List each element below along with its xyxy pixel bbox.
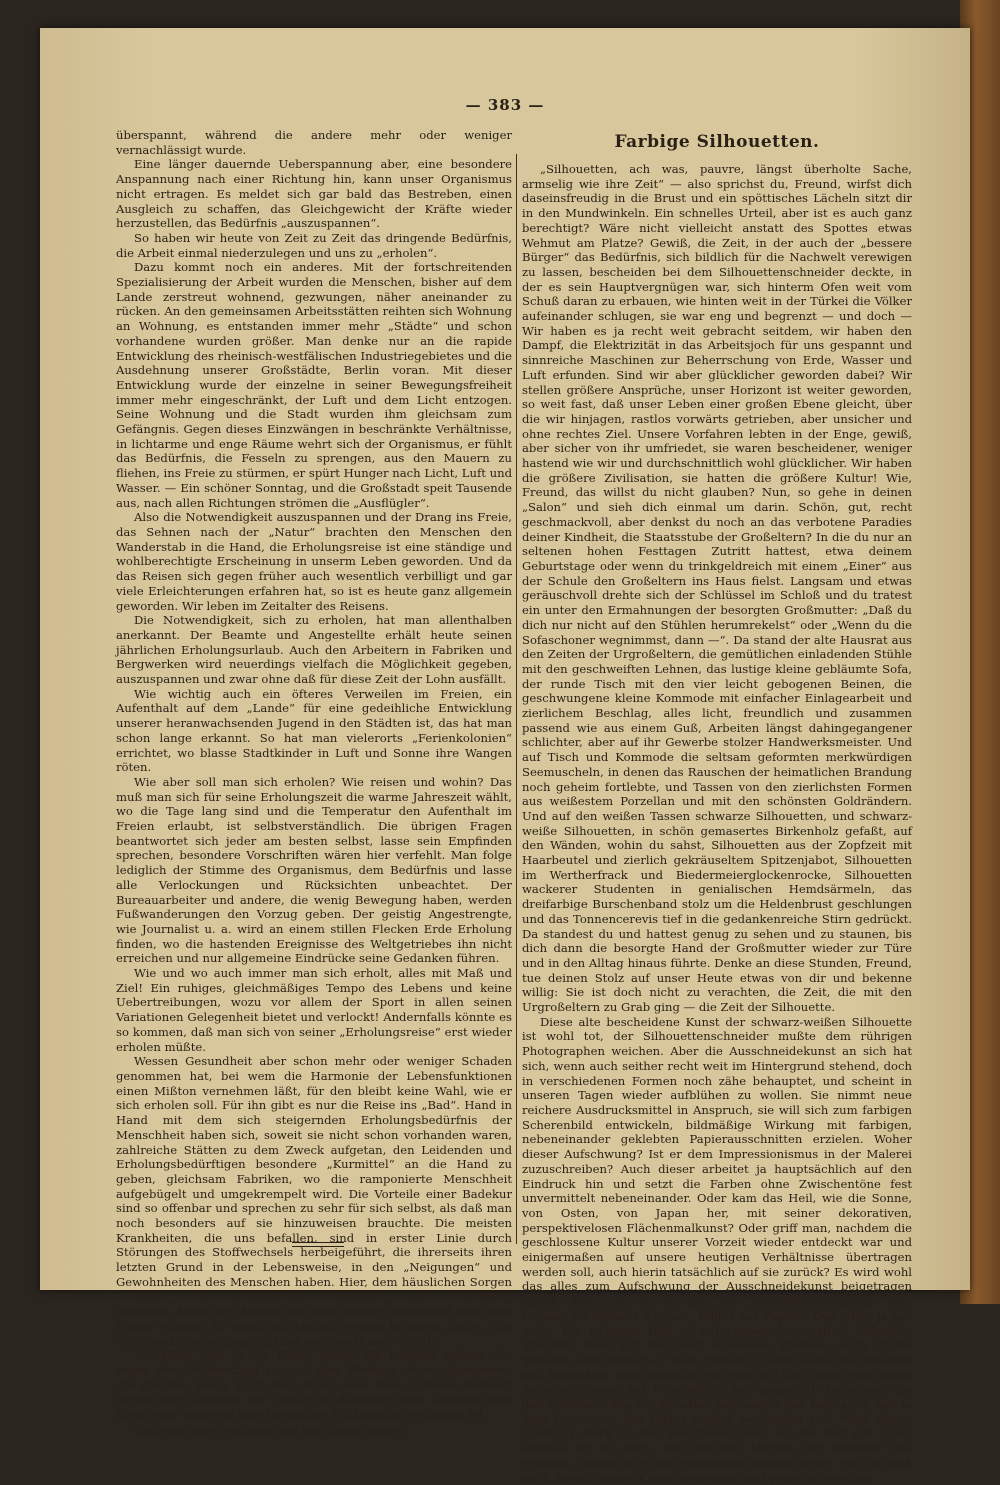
left-paragraph: überspannt, während die andere mehr oder weniger vernachlässigt wurde. [116,128,512,157]
left-column [116,128,512,1438]
page-number: — 383 — [465,96,545,114]
column-divider [516,154,517,1244]
left-paragraph: So haben wir heute von Zeit zu Zeit das dringende Bedürfnis, die Arbeit einmal niederzulegen und uns zu „erholen“. [116,230,512,260]
left-paragraph: Wie wichtig auch ein öfteres Verweilen im Freien, ein Aufenthalt auf dem „Lande“ für eine gedeihliche Entwicklung unserer heranwachsenden Jugend in den Städten ist, das hat man schon lange erkannt. So hat man vielerorts „Ferienkolonien“ errichtet, wo blasse Stadtkinder in Luft und Sonne ihre Wangen röten. [116,686,512,775]
book-page [40,28,970,1485]
right-column [522,126,912,1485]
left-paragraph: Eine länger dauernde Ueberspannung aber, eine besondere Anspannung nach einer Richtung hin, kann unser Organismus nicht ertragen. Es meldet sich gar bald das Bestreben, einen Ausgleich zu schaffen, das Gleichgewicht der Kräfte wieder herzustellen, das Bedürfnis „auszuspannen“. [116,157,512,231]
left-paragraph: Wie und wo auch immer man sich erholt, alles mit Maß und Ziel! Ein ruhiges, gleichmäßiges Tempo des Lebens und keine Uebertreibungen, wozu vor allem der Sport in allen seinen Variationen Gelegenheit bietet und verlockt! Andernfalls könnte es so kommen, daß man sich von seiner „Erholungsreise“ erst wieder erholen müßte. [116,966,512,1054]
right-paragraph: Diese alte bescheidene Kunst der schwarz-weißen Silhouette ist wohl tot, der Silhouettenschneider mußte dem rührigen Photographen weichen. Aber die Ausschneidekunst an sich hat sich, wenn auch seither recht weit im Hintergrund stehend, doch in verschiedenen Formen noch zähe behauptet, und scheint in unseren Tagen wieder aufblühen zu wollen. Sie nimmt neue reichere Ausdrucksmittel in Anspruch, sie will sich zum farbigen Scherenbild entwickeln, bildmäßige Wirkung mit farbigen, nebeneinander geklebten Papierausschnitten erzielen. Woher dieser Aufschwung? Ist er dem Impressionismus in der Malerei zuzuschreiben? Auch dieser arbeitet ja hauptsächlich auf den Eindruck hin und setzt die Farben ohne Zwischentöne fest unvermittelt nebeneinander. Oder kam das Heil, wie die Sonne, von Osten, von Japan her, mit seiner dekorativen, perspektivelosen Flächenmalkunst? Oder griff man, nachdem die geschlossene Kultur unserer Vorzeit wieder entdeckt war und einigermaßen auf unsere heutigen Verhältnisse übertragen werden soll, auch hierin tatsächlich auf sie zurück? Es wird wohl das alles zum Aufschwung der Ausschneidekunst beigetragen haben. Kurz, sie ist da und hat Daseinsberechtigung! Wie, Freund, du lächelst wieder: „Bilder aus Papier? Das gibt's ja gar nicht. Ein richtiges Bild ist auf Leinwand gemalt in Ölfarben, allenfalls lasse ich mir noch Aquarelle, Pastelle, auch Stiche gefallen, aber Papier —“ Halt, gemach, Lieber, lasse uns zunächst mal bedenken, was eigentlich ein Bild ist. Doch wohl eine unter Außerachtlassen des Nebensächlichen gemachte Aufnahme, die den Eindruck, den der Künstler empfangen hat, festhalten und in dem Beschauer des Bildes wieder wachrufen soll. Wird dieser Eindruck stark in dem Beschauer, dann ist das Bild gut. Ganz einerlei ist es doch, mit welchen Mitteln der Künstler das erreicht. Bringt er es mit Papierausschnitten fertig, gut, so muß auch das als wahre Kunst angesehen und gewertet werden. [522,1014,912,1485]
right-paragraph: „Silhouetten, ach was, pauvre, längst überholte Sache, armselig wie ihre Zeit“ — also sprichst du, Freund, wirfst dich daseinsfreudig in die Brust und ein spöttisches Lächeln sitzt dir in den Mundwinkeln. Ein schnelles Urteil, aber ist es auch ganz berechtigt? Wäre nicht vielleicht anstatt des Spottes etwas Wehmut am Platze? Gewiß, die Zeit, in der auch der „bessere Bürger“ das Bedürfnis, sich bildlich für die Nachwelt verewigen zu lassen, bescheiden bei dem Silhouettenschneider deckte, in der es sein Hauptvergnügen war, sich hinterm Ofen weit vom Schuß daran zu erbauen, wie hinten weit in der Türkei die Völker aufeinander schlugen, sie war eng und begrenzt — und doch — Wir haben es ja recht weit gebracht seitdem, wir haben den Dampf, die Elektrizität in das Arbeitsjoch für uns gespannt und sinnreiche Maschinen zur Beherrschung von Erde, Wasser und Luft erfunden. Sind wir aber glücklicher geworden dabei? Wir stellen größere Ansprüche, unser Horizont ist weiter geworden, so weit fast, daß unser Leben einer großen Ebene gleicht, über die wir hinjagen, rastlos vorwärts getrieben, aber unsicher und ohne rechtes Ziel. Unsere Vorfahren lebten in der Enge, gewiß, aber sicher von ihr umfriedet, sie waren bescheidener, weniger hastend wie wir und durchschnittlich wohl glücklicher. Wir haben die größere Zivilisation, sie hatten die größere Kultur! Wie, Freund, das willst du nicht glauben? Nun, so gehe in deinen „Salon“ und sieh dich einmal um darin. Schön, gut, recht geschmackvoll, aber denkst du noch an das verbotene Paradies deiner Kindheit, die Staatsstube der Großeltern? In die du nur an seltenen hohen Festtagen Zutritt hattest, etwa deinem Geburtstage oder wenn du trinkgeldreich mit einem „Einer“ aus der Schule den Großeltern ins Haus fielst. Langsam und etwas geräuschvoll drehte sich der Schlüssel im Schloß und du tratest ein unter den Ermahnungen der besorgten Großmutter: „Daß du dich nur nicht auf den Stühlen herumrekelst“ oder „Wenn du die Sofaschoner wegnimmst, dann —“. Da stand der alte Hausrat aus den Zeiten der Urgroßeltern, die gemütlichen einladenden Stühle mit den geschweiften Lehnen, das lustige kleine gebläumte Sofa, der runde Tisch mit den vier leicht gebogenen Beinen, die geschwungene kleine Kommode mit einfacher Einlagearbeit und zierlichem Beschlag, alles licht, freundlich und zusammen passend wie aus einem Guß, Arbeiten längst dahingegangener schlichter, aber auf ihr Gewerbe stolzer Handwerksmeister. Und auf Tisch und Kommode die seltsam geformten merkwürdigen Seemuscheln, in denen das Rauschen der heimatlichen Brandung noch geheim fortlebte, und Tassen von den zierlichsten Formen aus weißestem Porzellan und mit den schönsten Goldrändern. Und auf den weißen Tassen schwarze Silhouetten, und schwarz-weiße Silhouetten, in schön gemasertes Birkenholz gefaßt, auf den Wänden, wohin du sahst, Silhouetten aus der Zopfzeit mit Haarbeutel und zierlich gekräuseltem Spitzenjabot, Silhouetten im Wertherfrack und Biedermeierglockenrocke, Silhouetten wackerer Studenten in genialischen Hemdsärmeln, das dreifarbige Burschenband stolz um die Heldenbrust geschlungen und das Tonnencerevis tief in die gedankenreiche Stirn gedrückt. Da standest du und hattest genug zu sehen und zu staunen, bis dich dann die besorgte Hand der Großmutter wieder zur Türe und in den Alltag hinaus führte. Denke an diese Stunden, Freund, tue deinen Stolz auf unser Heute etwas von dir und bekenne willig: Sie ist doch nicht zu verachten, die Zeit, die mit den Urgroßeltern zu Grab ging — die Zeit der Silhouette. [522,162,912,1015]
left-paragraph: Wessen Gesundheit aber schon mehr oder weniger Schaden genommen hat, bei wem die Harmonie der Lebensfunktionen einen Mißton vernehmen läßt, für den bleibt keine Wahl, wie er sich erholen soll. Für ihn gibt es nur die Reise ins „Bad“. Hand in Hand mit dem sich steigernden Erholungsbedürfnis der Menschheit haben sich, soweit sie nicht schon vorhanden waren, zahlreiche Stätten zu dem Zweck aufgetan, den Leidenden und Erholungsbedürftigen besondere „Kurmittel“ an die Hand zu geben, gleichsam Fabriken, wo die ramponierte Menschheit aufgebügelt und umgekrempelt wird. Die Vorteile einer Badekur sind so offenbar und sprechen zu sehr für sich selbst, als daß man noch besonders auf sie hinzuweisen brauchte. Die meisten Krankheiten, die uns befallen, sind in erster Linie durch Störungen des Stoffwechsels herbeigeführt, die ihrerseits ihren letzten Grund in der Lebensweise, in den „Neigungen“ und Gewohnheiten des Menschen haben. Hier, dem häuslichen Sorgen entrückt, einer schädigenden Umgebung und Einwirkung entzogen, kann der Mensch sich ganz seiner Gesundheit und ihrer Pflege widmen: Er trinkt mit Andacht seinen Brunnen, badet, lebt diät, macht seine Spaziergänge und denkt an — nichts. [116,1054,512,1348]
section-end-rule [292,1242,344,1247]
article-title: Farbige Silhouetten. [614,132,820,152]
left-paragraph: Wie aber soll man sich erholen? Wie reisen und wohin? Das muß man sich für seine Erholungszeit die warme Jahreszeit wählt, wo die Tage lang sind und die Temperatur den Aufenthalt im Freien erlaubt, ist selbstverständlich. Die übrigen Fragen beantwortet sich jeder am besten selbst, lasse sein Empfinden sprechen, besondere Vorschriften wären hier verfehlt. Man folge lediglich der Stimme des Organismus, dem Bedürfnis und lasse alle Verlockungen und Rücksichten unbeachtet. Der Bureauarbeiter und andere, die wenig Bewegung haben, werden Fußwanderungen den Vorzug geben. Der geistig Angestrengte, wie Journalist u. a. wird an einem stillen Flecken Erde Erholung finden, wo die hastenden Ereignisse des Weltgetriebes ihn nicht erreichen und nur allgemeine Eindrücke seine Gedanken führen. [116,774,512,966]
left-paragraph: Vor allem sind es die Bäder selbst, die heilsam wirken. Sie regen den Stoffwechsel an, und ihre Wirkung ist in allgemeinen die gleiche, wenn auch dem einen oder dem anderen Badeort wegen des Gehaltes der Quelle an Kochsalz oder Alkalien oder Eisen oder anderem eine besondere Wirkung zu verdanken ist. [116,1348,512,1422]
left-paragraph: Die Notwendigkeit, sich zu erholen, hat man allenthalben anerkannt. Der Beamte und Angestellte erhält heute seinen jährlichen Erholungsurlaub. Auch den Arbeitern in Fabriken und Bergwerken wird neuerdings vielfach die Möglichkeit gegeben, auszuspannen und zwar ohne daß für diese Zeit der Lohn ausfällt. [116,613,512,687]
closing-line: Und nun gute Erholung und glückliche Reise! [134,1423,404,1438]
left-paragraph: Also die Notwendigkeit auszuspannen und der Drang ins Freie, das Sehnen nach der „Natur“ brachten den Menschen den Wanderstab in die Hand, die Erholungsreise ist eine ständige und wohlberechtigte Erscheinung in unserm Leben geworden. Und da das Reisen sich gegen früher auch wesentlich verbilligt und gar viele Erleichterungen erfahren hat, so ist es heute ganz allgemein geworden. Wir leben im Zeitalter des Reisens. [116,510,512,613]
left-paragraph: Dazu kommt noch ein anderes. Mit der fortschreitenden Spezialisierung der Arbeit wurden die Menschen, bisher auf dem Lande zerstreut wohnend, gezwungen, näher aneinander zu rücken. An den gemeinsamen Arbeitsstätten reihten sich Wohnung an Wohnung, es entstanden immer mehr „Städte“ und schon vorhandene wurden größer. Man denke nur an die rapide Entwicklung des rheinisch-westfälischen Industriegebietes und die Ausdehnung unserer Großstädte, Berlin voran. Mit dieser Entwicklung wurde der einzelne in seiner Bewegungsfreiheit immer mehr eingeschränkt, der Luft und dem Licht entzogen. Seine Wohnung und die Stadt wurden ihm gleichsam zum Gefängnis. Gegen dieses Einzwängen in beschränkte Verhältnisse, in lichtarme und enge Räume wehrt sich der Organismus, er fühlt das Bedürfnis, die Fesseln zu sprengen, aus den Mauern zu fliehen, ins Freie zu stürmen, er spürt Hunger nach Licht, Luft und Wasser. — Ein schöner Sonntag, und die Großstadt speit Tausende aus, nach allen Richtungen strömen die „Ausflügler“. [116,260,512,510]
